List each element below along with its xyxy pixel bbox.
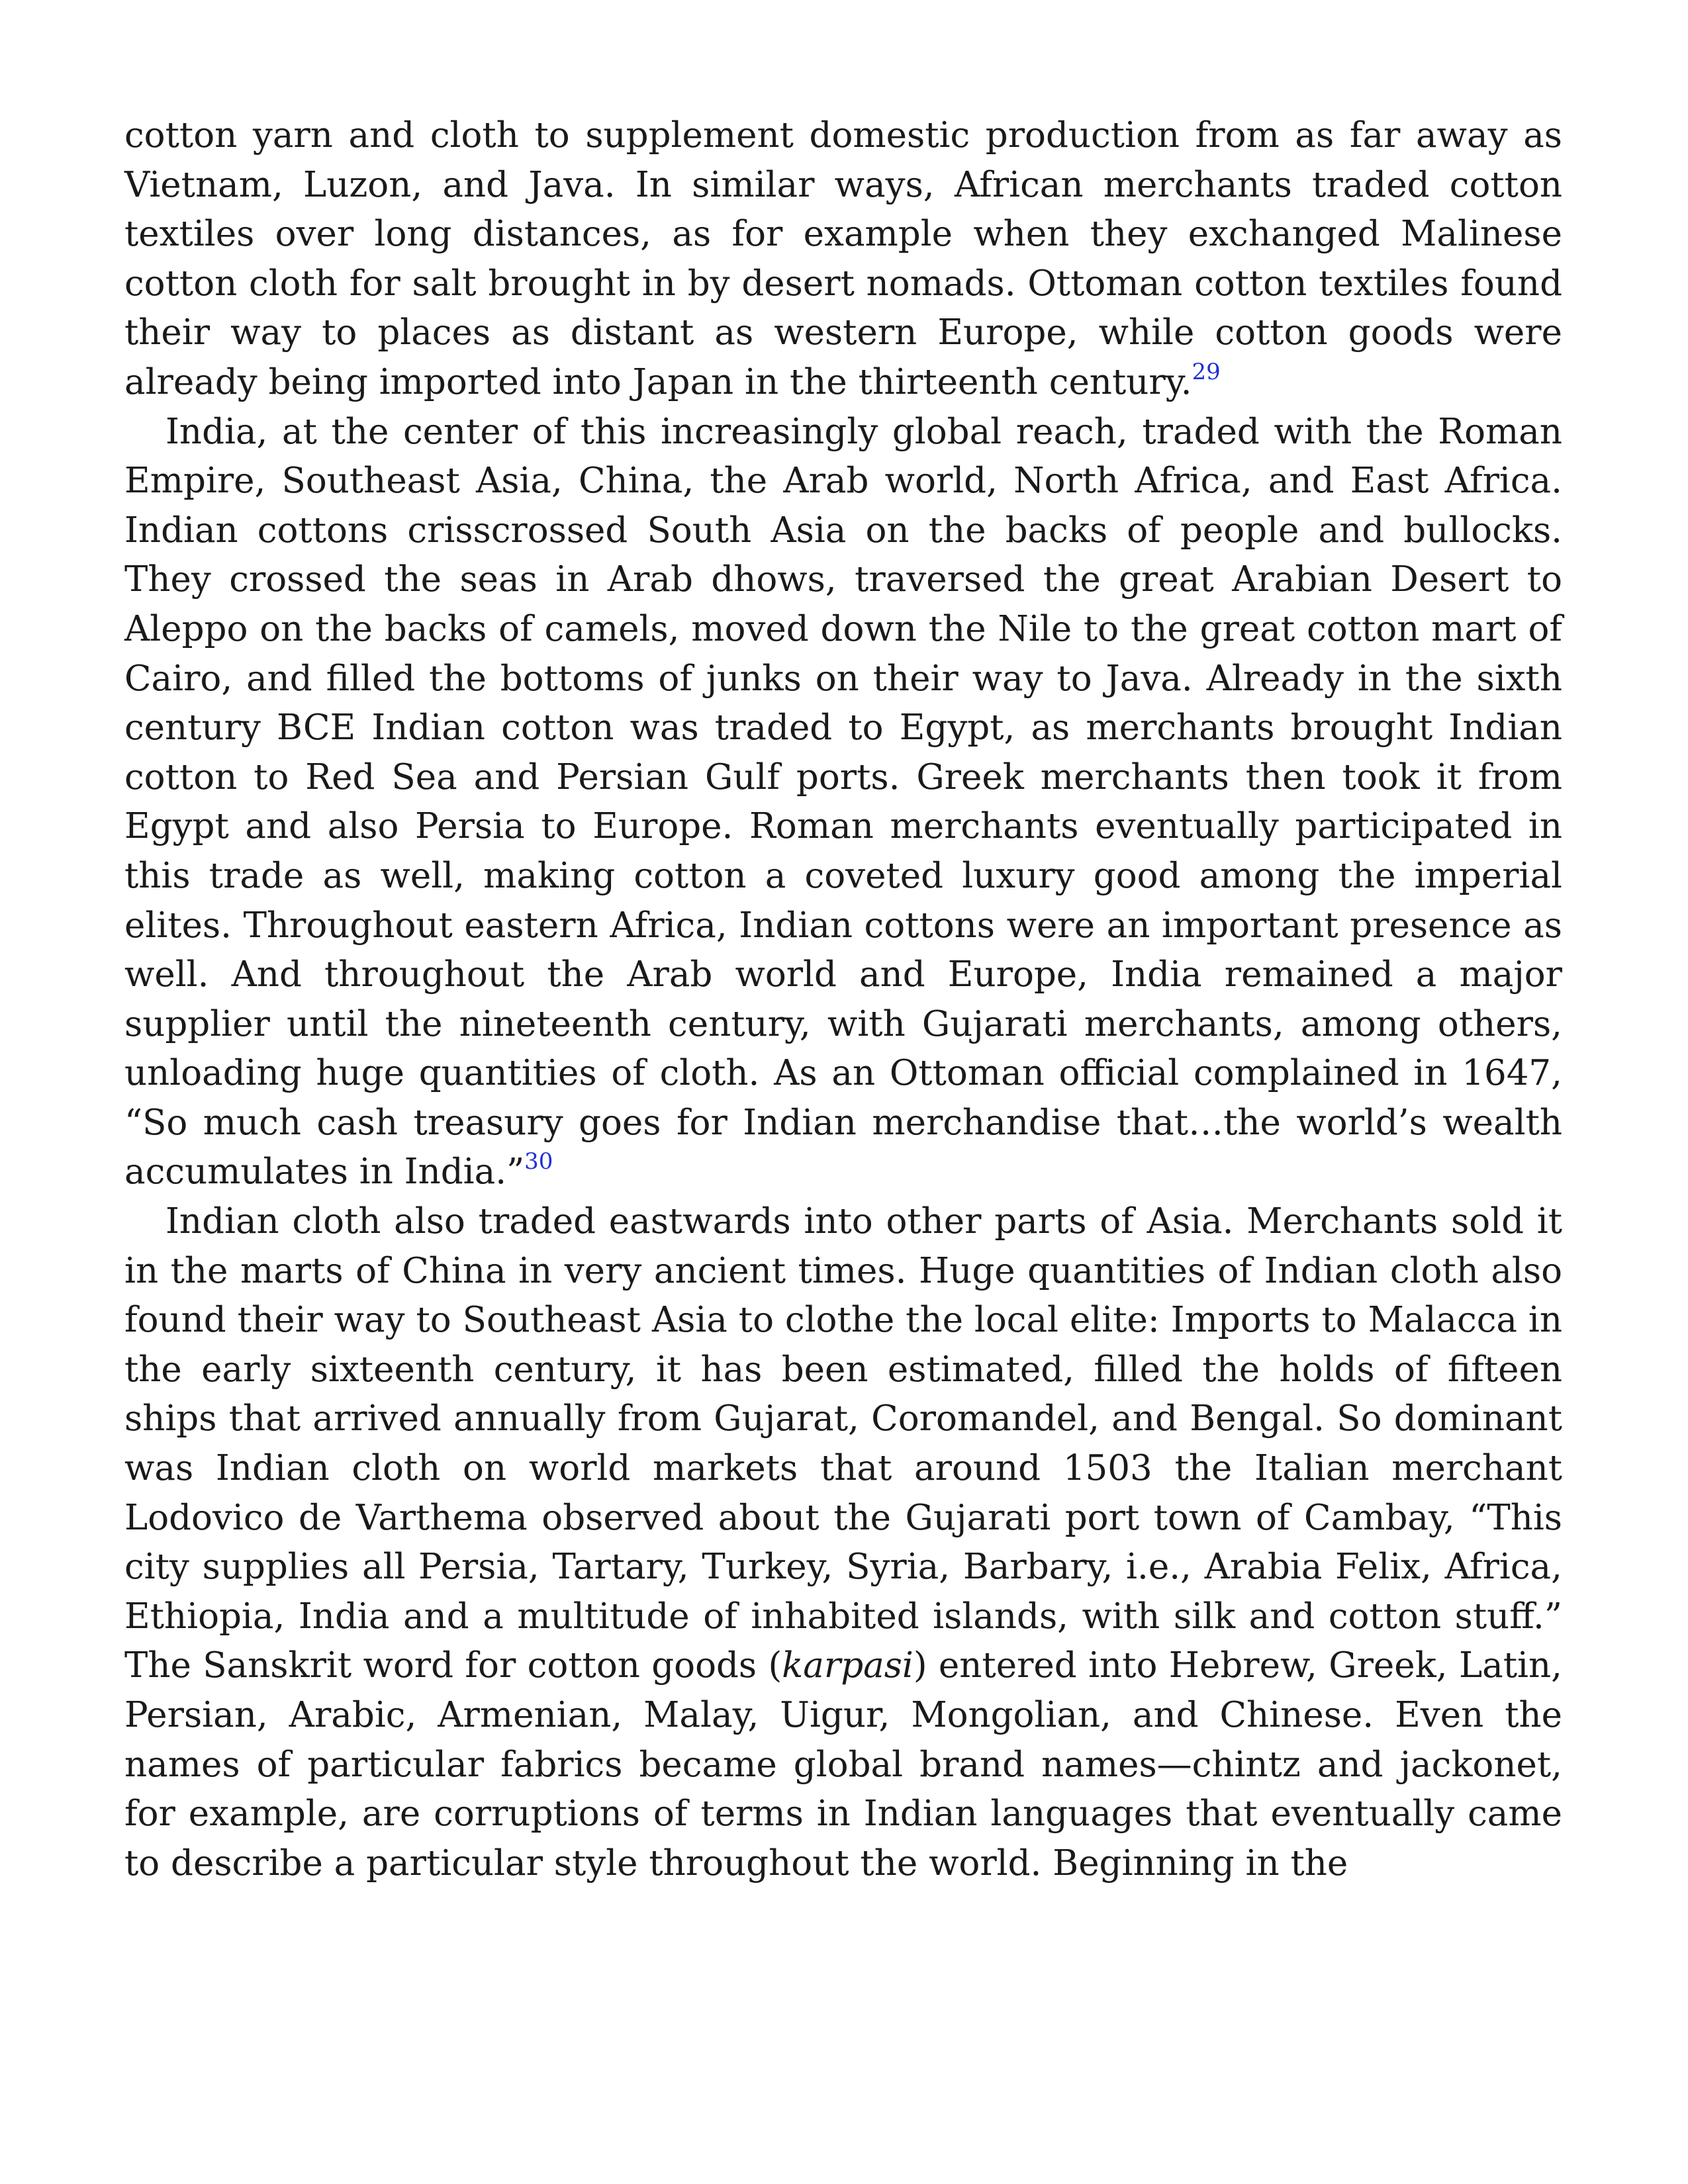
paragraph-3-text-after: ) entered into Hebrew, Greek, Latin, Persian, Arabic, Armenian, Malay, Uigur, Mongolian, and Chinese. Even the names of particular fabrics became global brand names—chintz and jackonet, for example, are corruptions of terms in Indian languages that eventually came to describe a particular style throughout the world. Beginning in the [124,1645,1562,1884]
paragraph-2-text: India, at the center of this increasingly global reach, traded with the Roman Empire, Southeast Asia, China, the Arab world, North Africa, and East Africa. Indian cottons crisscrossed South Asia on the backs of people and bullocks. They crossed the seas in Arab dhows, traversed the great Arabian Desert to Aleppo on the backs of camels, moved down the Nile to the great cotton mart of Cairo, and filled the bottoms of junks on their way to Java. Already in the sixth century BCE Indian cotton was traded to Egypt, as merchants brought Indian cotton to Red Sea and Persian Gulf ports. Greek merchants then took it from Egypt and also Persia to Europe. Roman merchants eventually participated in this trade as well, making cotton a coveted luxury good among the imperial elites. Throughout eastern Africa, Indian cottons were an important presence as well. And throughout the Arab world and Europe, India remained a major supplier until the nineteenth century, with Gujarati merchants, among others, unloading huge quantities of cloth. As an Ottoman official complained in 1647, “So much cash treasury goes for Indian merchandise that…the world’s wealth accumulates in India.” [124,411,1562,1193]
paragraph-1 [124,111,1562,408]
footnote-link-29[interactable]: 29 [1192,358,1221,385]
footnote-link-30[interactable]: 30 [524,1148,553,1175]
paragraph-2 [124,408,1562,1198]
page-body [124,111,1562,1888]
paragraph-3 [124,1197,1562,1888]
paragraph-1-text: cotton yarn and cloth to supplement domestic production from as far away as Vietnam, Luzon, and Java. In similar ways, African merchants traded cotton textiles over long distances, as for example when they exchanged Malinese cotton cloth for salt brought in by desert nomads. Ottoman cotton textiles found their way to places as distant as western Europe, while cotton goods were already being imported into Japan in the thirteenth century. [124,115,1562,402]
paragraph-3-italic-term: karpasi [782,1645,914,1686]
paragraph-3-text-before: Indian cloth also traded eastwards into other parts of Asia. Merchants sold it in the marts of China in very ancient times. Huge quantities of Indian cloth also found their way to Southeast Asia to clothe the local elite: Imports to Malacca in the early sixteenth century, it has been estimated, filled the holds of fifteen ships that arrived annually from Gujarat, Coromandel, and Bengal. So dominant was Indian cloth on world markets that around 1503 the Italian merchant Lodovico de Varthema observed about the Gujarati port town of Cambay, “This city supplies all Persia, Tartary, Turkey, Syria, Barbary, i.e., Arabia Felix, Africa, Ethiopia, India and a multitude of inhabited islands, with silk and cotton stuff.” The Sanskrit word for cotton goods ( [124,1201,1562,1686]
